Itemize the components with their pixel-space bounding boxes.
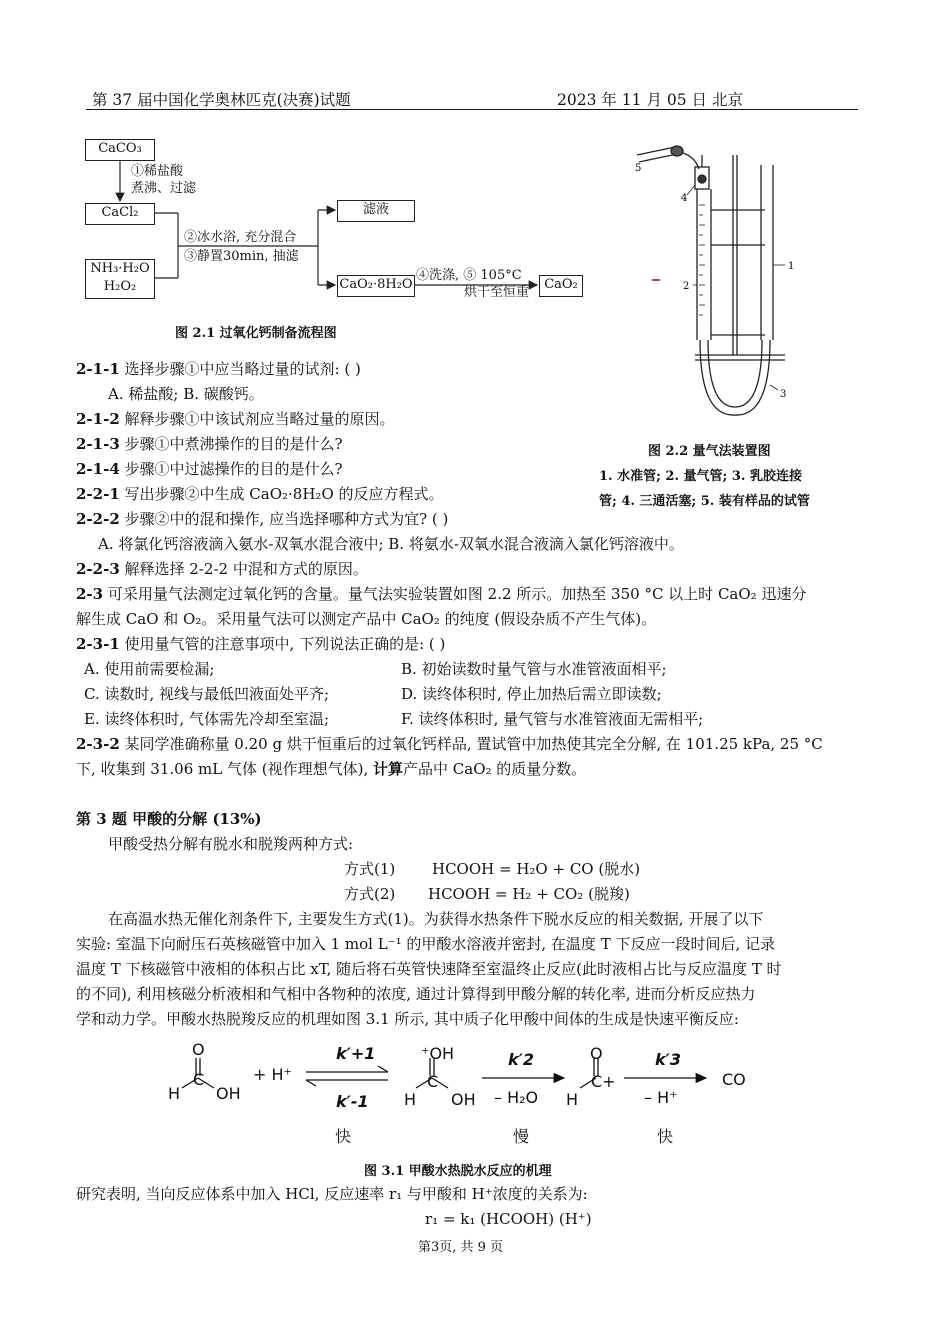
apparatus-label-2: 2 xyxy=(683,281,690,292)
ac-h: H xyxy=(566,1090,579,1109)
flow-step1-b: 煮沸、过滤 xyxy=(131,181,197,196)
q211-options: A. 稀盐酸; B. 碳酸钙。 xyxy=(108,385,264,403)
page-number: 第3页, 共 9 页 xyxy=(418,1240,504,1255)
apparatus-label-1: 1 xyxy=(788,261,795,272)
red-mark xyxy=(652,279,660,281)
pi-h: H xyxy=(404,1090,417,1109)
mechanism-caption: 图 3.1 甲酸水热脱水反应的机理 xyxy=(364,1164,552,1179)
option-a: A. 使用前需要检漏; xyxy=(84,660,215,678)
apparatus-label-5: 5 xyxy=(635,163,642,174)
fa-oh: OH xyxy=(216,1084,241,1103)
apparatus-label-4: 4 xyxy=(681,193,688,204)
flow-cao2-box: CaO₂ xyxy=(539,275,583,297)
rate-equation: r₁ = k₁ (HCOOH) (H⁺) xyxy=(425,1210,592,1228)
para2-line5: 学和动力学。甲酸水热脱羧反应的机理如图 3.1 所示, 其中质子化甲酸中间体的生成是快速平衡反应: xyxy=(76,1010,739,1028)
q214: 2-1-4 步骤①中过滤操作的目的是什么? xyxy=(76,460,343,478)
para2-line1: 在高温水热无催化剂条件下, 主要发生方式(1)。为获得水热条件下脱水反应的相关数据, 开展了以下 xyxy=(108,910,764,928)
option-b: B. 初始读数时量气管与水准管液面相平; xyxy=(401,660,667,678)
para2-line2: 实验: 室温下向耐压石英核磁管中加入 1 mol L⁻¹ 的甲酸水溶液并密封, 在温度 T 下反应一段时间后, 记录 xyxy=(76,935,775,953)
mech-minus-h2o: – H₂O xyxy=(494,1088,539,1107)
fa-o: O xyxy=(192,1040,205,1059)
q222: 2-2-2 步骤②中的混和操作, 应当选择哪种方式为宜? ( ) xyxy=(76,510,449,528)
label-fast-2: 快 xyxy=(657,1127,674,1146)
mech-co: CO xyxy=(722,1070,746,1089)
ac-c: C+ xyxy=(591,1072,616,1091)
q232-line2: 下, 收集到 31.06 mL 气体 (视作理想气体), 计算产品中 CaO₂ 的质量分数。 xyxy=(76,760,587,778)
flow-filtrate-box: 滤液 xyxy=(337,200,415,222)
flow-step2-a: ②冰水浴, 充分混合 xyxy=(184,230,297,245)
para2-line3: 温度 T 下核磁管中液相的体积占比 xT, 随后将石英管快速降至室温终止反应(此时液相占比与反应温度 T 时 xyxy=(76,960,782,978)
apparatus-legend-2: 管; 4. 三通活塞; 5. 装有样品的试管 xyxy=(599,494,810,509)
apparatus-label-3: 3 xyxy=(780,389,787,400)
header-date: 2023 年 11 月 05 日 北京 xyxy=(557,91,743,109)
flow-arrows xyxy=(0,0,620,320)
q213: 2-1-3 步骤①中煮沸操作的目的是什么? xyxy=(76,435,343,453)
apparatus-caption: 图 2.2 量气法装置图 xyxy=(648,444,771,459)
apparatus-legend-1: 1. 水准管; 2. 量气管; 3. 乳胶连接 xyxy=(599,469,802,484)
q231: 2-3-1 使用量气管的注意事项中, 下列说法正确的是: ( ) xyxy=(76,635,446,653)
flow-step1-a: ①稀盐酸 xyxy=(131,164,184,179)
q212: 2-1-2 解释步骤①中该试剂应当略过量的原因。 xyxy=(76,410,395,428)
mech-k1: k′+1 xyxy=(336,1044,376,1063)
eq1-label: 方式(1) xyxy=(344,860,396,878)
q211: 2-1-1 选择步骤①中应当略过量的试剂: ( ) xyxy=(76,360,361,378)
fa-h: H xyxy=(168,1084,181,1103)
section3-title: 第 3 题 甲酸的分解 (13%) xyxy=(76,810,262,828)
mech-k2: k′2 xyxy=(508,1050,534,1069)
option-f: F. 读终体积时, 量气管与水准管液面无需相平; xyxy=(401,710,704,728)
flow-cao2-8h2o-box: CaO₂·8H₂O xyxy=(337,275,415,297)
eq2-label: 方式(2) xyxy=(344,885,396,903)
pi-oh: ⁺OH xyxy=(421,1044,455,1063)
q221: 2-2-1 写出步骤②中生成 CaO₂·8H₂O 的反应方程式。 xyxy=(76,485,444,503)
pi-oh2: OH xyxy=(451,1090,476,1109)
eq1: HCOOH = H₂O + CO (脱水) xyxy=(432,860,641,878)
flow-caption: 图 2.1 过氧化钙制备流程图 xyxy=(175,326,337,341)
q222-options: A. 将氯化钙溶液滴入氨水-双氧水混合液中; B. 将氨水-双氧水混合液滴入氯化钙溶液中。 xyxy=(98,535,684,553)
label-slow: 慢 xyxy=(513,1127,530,1146)
q223: 2-2-3 解释选择 2-2-2 中混和方式的原因。 xyxy=(76,560,368,578)
eq2: HCOOH = H₂ + CO₂ (脱羧) xyxy=(428,885,630,903)
flow-step2-b: ③静置30min, 抽滤 xyxy=(184,249,299,264)
q23-line2: 解生成 CaO 和 O₂。采用量气法可以测定产品中 CaO₂ 的纯度 (假设杂质不产生气体)。 xyxy=(76,610,657,628)
mech-plus-h: + H⁺ xyxy=(253,1065,292,1084)
option-c: C. 读数时, 视线与最低凹液面处平齐; xyxy=(84,685,330,703)
mech-km1: k′-1 xyxy=(336,1092,369,1111)
q23-line1: 2-3 可采用量气法测定过氧化钙的含量。量气法实验装置如图 2.2 所示。加热至 350 °C 以上时 CaO₂ 迅速分 xyxy=(76,585,807,603)
option-d: D. 读终体积时, 停止加热后需立即读数; xyxy=(401,685,662,703)
flow-h2o2: H₂O₂ xyxy=(103,279,137,294)
pi-c: C xyxy=(427,1072,439,1091)
ac-o: O xyxy=(590,1044,603,1063)
para2-line4: 的不同), 利用核磁分析液相和气相中各物种的浓度, 通过计算得到甲酸分解的转化率, 进而分析反应热力 xyxy=(76,985,756,1003)
para3: 研究表明, 当向反应体系中加入 HCl, 反应速率 r₁ 与甲酸和 H⁺浓度的关系为: xyxy=(76,1185,588,1203)
option-e: E. 读终体积时, 气体需先冷却至室温; xyxy=(84,710,330,728)
flow-caco3-box: CaCO₃ xyxy=(85,139,155,161)
flow-step4-a: ④洗涤, ⑤ 105°C xyxy=(416,268,522,283)
flow-cacl2-box: CaCl₂ xyxy=(85,203,155,225)
header-title: 第 37 届中国化学奥林匹克(决赛)试题 xyxy=(92,91,351,109)
fa-c: C xyxy=(193,1070,205,1089)
gas-burette-apparatus xyxy=(625,135,825,420)
mech-k3: k′3 xyxy=(655,1050,681,1069)
mech-minus-h: – H⁺ xyxy=(644,1088,678,1107)
q232-line1: 2-3-2 某同学准确称量 0.20 g 烘干恒重后的过氧化钙样品, 置试管中加热使其完全分解, 在 101.25 kPa, 25 °C xyxy=(76,735,823,753)
section3-intro: 甲酸受热分解有脱水和脱羧两种方式: xyxy=(108,835,354,853)
flow-nh3: NH₃·H₂O xyxy=(90,261,150,276)
flow-step4-b: 烘干至恒重 xyxy=(464,285,530,300)
label-fast-1: 快 xyxy=(335,1127,352,1146)
